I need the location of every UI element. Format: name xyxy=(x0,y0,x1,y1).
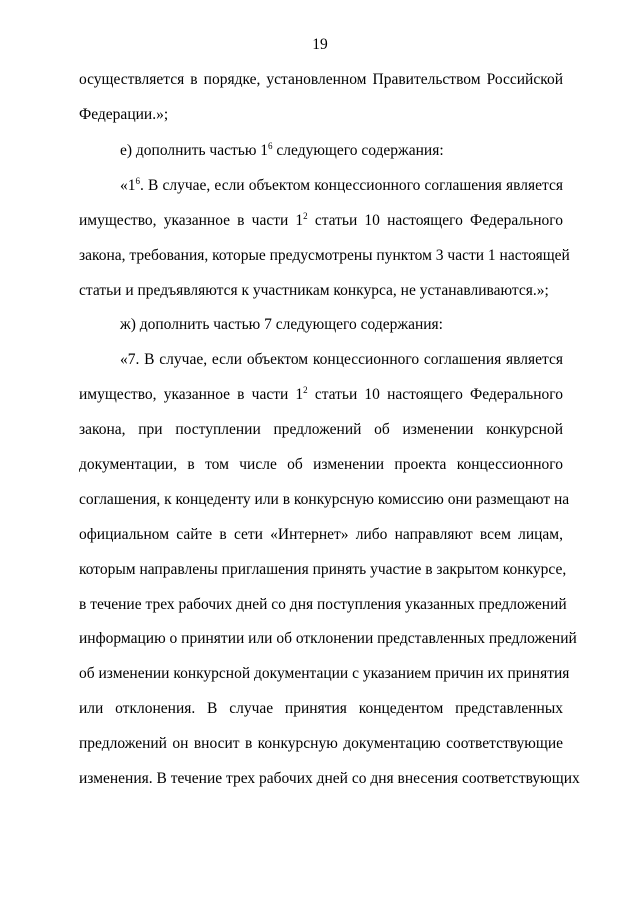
superscript: 2 xyxy=(303,385,308,395)
text-line: об изменении конкурсной документации с указанием причин их принятия xyxy=(79,665,570,682)
superscript: 6 xyxy=(268,141,273,151)
page-number: 19 xyxy=(312,36,328,53)
text-line: информацию о принятии или об отклонении представленных предложений xyxy=(79,630,577,647)
text-line: имущество, указанное в части $1^2$ статьи 10 настоящего Федерального xyxy=(79,211,563,229)
text-line: документации, в том числе об изменении проекта концессионного xyxy=(79,456,563,473)
superscript: 2 xyxy=(303,211,308,221)
text-line: статьи и предъявляются к участникам конкурса, не устанавливаются.»; xyxy=(79,282,549,299)
text-line: в течение трех рабочих дней со дня поступления указанных предложений xyxy=(79,596,567,613)
text-line: предложений он вносит в конкурсную документацию соответствующие xyxy=(79,735,563,752)
text-line: закона, требования, которые предусмотрены пунктом 3 части 1 настоящей xyxy=(79,247,570,264)
text-line: «$1^6$. В случае, если объектом концессионного соглашения является xyxy=(120,176,563,194)
text-line: «7. В случае, если объектом концессионного соглашения является xyxy=(120,351,563,368)
text-line: официальном сайте в сети «Интернет» либо направляют всем лицам, xyxy=(79,526,563,543)
text-line: Федерации.»; xyxy=(79,106,169,123)
text-line: или отклонения. В случае принятия концедентом представленных xyxy=(79,700,563,717)
text-line: е) дополнить частью $1^6$ следующего содержания: xyxy=(120,141,444,159)
text-line: закона, при поступлении предложений об изменении конкурсной xyxy=(79,421,563,438)
text-line: соглашения, к концеденту или в конкурсную комиссию они размещают на xyxy=(79,491,570,508)
text-line: изменения. В течение трех рабочих дней со дня внесения соответствующих xyxy=(79,770,580,787)
text-line: ж) дополнить частью 7 следующего содержания: xyxy=(120,316,443,333)
text-line: имущество, указанное в части $1^2$ статьи 10 настоящего Федерального xyxy=(79,385,563,403)
superscript: 6 xyxy=(135,176,140,186)
text-line: осуществляется в порядке, установленном Правительством Российской xyxy=(79,71,563,88)
text-line: которым направлены приглашения принять участие в закрытом конкурсе, xyxy=(79,561,567,578)
